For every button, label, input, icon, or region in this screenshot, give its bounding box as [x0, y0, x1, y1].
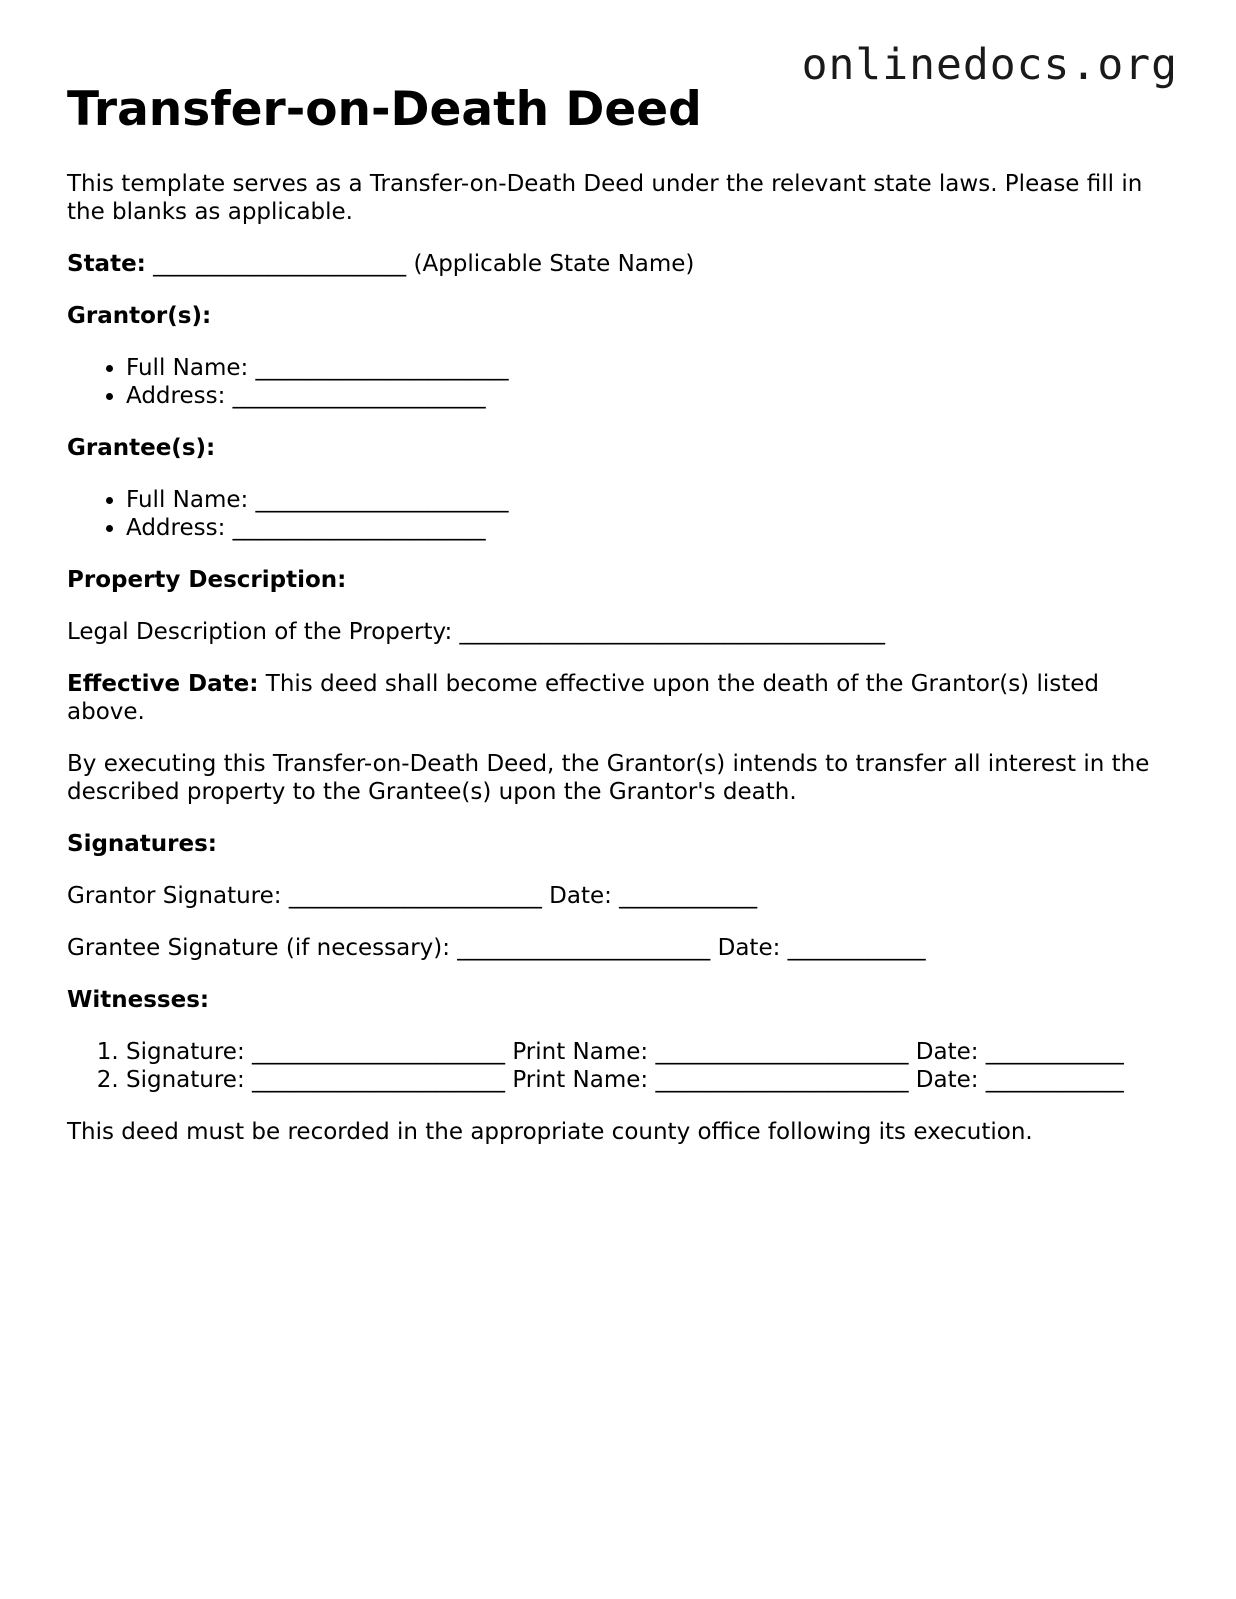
grantor-signature-line: Grantor Signature: ______________________ Date: ____________ — [67, 883, 758, 910]
effective-date-paragraph — [67, 670, 1177, 726]
grantor-full-name: • Full Name: ______________________ — [126, 354, 1177, 382]
grantees-heading: Grantee(s): — [67, 435, 216, 462]
closing-paragraph: This deed must be recorded in the appropriate county office following its execution. — [67, 1119, 1033, 1146]
grantee-full-name: • Full Name: ______________________ — [126, 486, 1177, 514]
witness-line: 1. Signature: ______________________ Print Name: ______________________ Date: ____________ — [126, 1038, 1177, 1066]
witnesses-list — [67, 1038, 1177, 1094]
state-line — [67, 250, 1177, 278]
witnesses-heading: Witnesses: — [67, 987, 210, 1014]
effective-date-label: Effective Date: — [67, 671, 259, 698]
effective-date-text: This deed shall become effective upon the death of the Grantor(s) listed above. — [67, 671, 1100, 726]
site-watermark: onlinedocs.org — [801, 40, 1178, 90]
document-title: Transfer-on-Death Deed — [67, 82, 702, 137]
state-label: State: — [67, 251, 146, 278]
grantors-list — [67, 354, 1177, 410]
property-legal-description: Legal Description of the Property: _____________________________________ — [67, 619, 886, 646]
document-page — [67, 82, 1177, 1170]
grantees-list — [67, 486, 1177, 542]
intro-paragraph: This template serves as a Transfer-on-Death Deed under the relevant state laws. Please fill in the blanks as applicable. — [67, 171, 1143, 226]
grantor-address: • Address: ______________________ — [126, 382, 1177, 410]
grantee-address: • Address: ______________________ — [126, 514, 1177, 542]
property-heading: Property Description: — [67, 567, 347, 594]
grantors-heading: Grantor(s): — [67, 303, 212, 330]
signatures-heading: Signatures: — [67, 831, 218, 858]
state-value: ______________________ (Applicable State Name) — [145, 251, 695, 278]
executing-paragraph: By executing this Transfer-on-Death Deed, the Grantor(s) intends to transfer all interest in the described property to the Grantee(s) upon the Grantor's death. — [67, 751, 1150, 806]
witness-line: 2. Signature: ______________________ Print Name: ______________________ Date: ____________ — [126, 1066, 1177, 1094]
grantee-signature-line: Grantee Signature (if necessary): ______________________ Date: ____________ — [67, 935, 926, 962]
